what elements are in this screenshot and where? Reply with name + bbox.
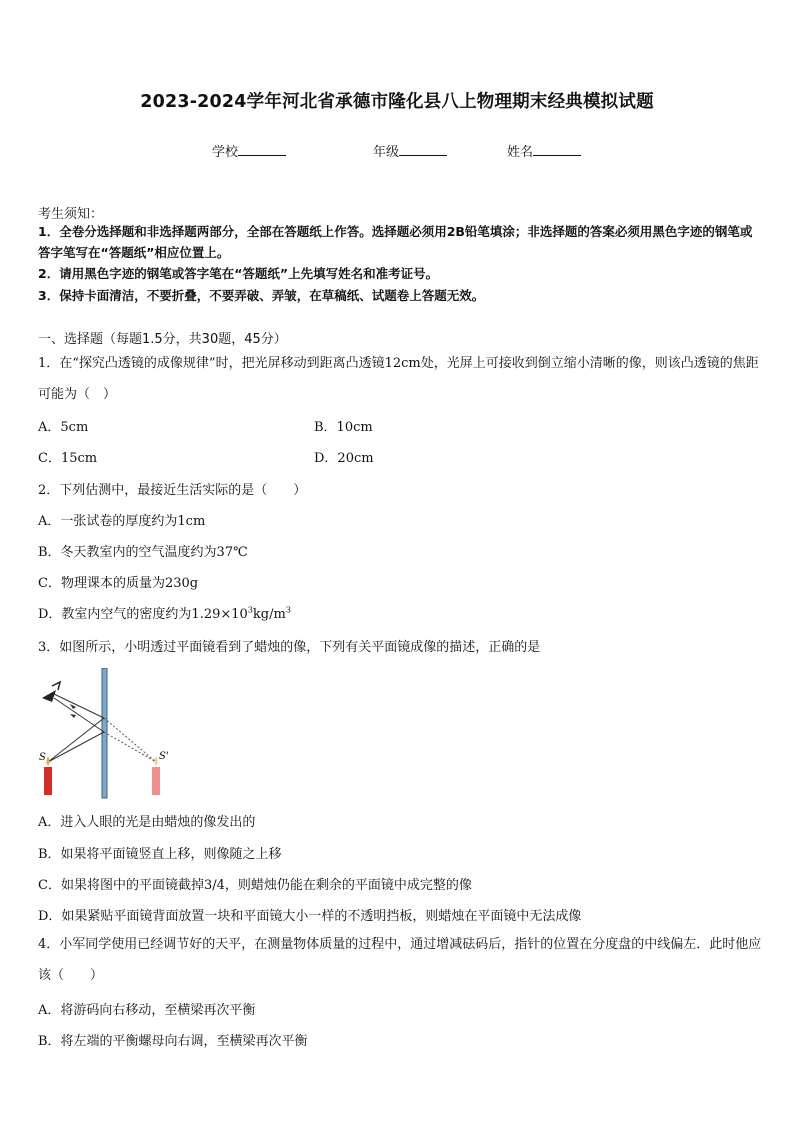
- q3-option-c: C．如果将图中的平面镜截掉3/4，则蜡烛仍能在剩余的平面镜中成完整的像: [38, 878, 472, 893]
- school-blank: [238, 143, 286, 156]
- virtual-ray-2: [104, 732, 156, 762]
- q3-option-a: A．进入人眼的光是由蜡烛的像发出的: [38, 815, 256, 830]
- virtual-ray-1: [104, 718, 156, 762]
- grade-blank: [399, 143, 447, 156]
- ray-incident-1: [48, 718, 104, 762]
- name-label: 姓名: [507, 145, 534, 160]
- q2-option-b: B．冬天教室内的空气温度约为37℃: [38, 545, 248, 560]
- q1-option-a: A．5cm: [38, 420, 89, 435]
- label-s: S: [39, 752, 46, 763]
- q2-d-exponent: 3: [247, 605, 253, 615]
- question-1-text: 1．在“探究凸透镜的成像规律”时，把光屏移动到距离凸透镜12cm处，光屏上可接收到倒立缩小清晰的像，则该凸透镜的焦距可能为（ ）: [38, 356, 759, 402]
- arrow-icon: [70, 704, 76, 709]
- label-s-prime: S': [159, 751, 169, 762]
- q4-option-b: B．将左端的平衡螺母向右调，至横梁再次平衡: [38, 1034, 308, 1049]
- plane-mirror-diagram: [38, 668, 178, 800]
- notice-heading: 考生须知：: [38, 207, 104, 222]
- question-3-text: 3．如图所示，小明透过平面镜看到了蜡烛的像，下列有关平面镜成像的描述，正确的是: [38, 640, 541, 655]
- mirror-figure: [38, 668, 178, 804]
- notice-2: 2．请用黑色字迹的钢笔或答字笔在“答题纸”上先填写姓名和准考证号。: [38, 266, 439, 281]
- question-2-text: 2．下列估测中，最接近生活实际的是（ ）: [38, 483, 307, 498]
- school-field: [212, 141, 286, 160]
- name-blank: [533, 143, 581, 156]
- grade-field: [373, 141, 447, 160]
- q2-d-unit-exponent: 3: [285, 605, 291, 615]
- page-title: 2023-2024学年河北省承德市隆化县八上物理期末经典模拟试题: [140, 92, 654, 112]
- q2-d-text: D．教室内空气的密度约为1.29×10: [38, 607, 248, 622]
- q3-option-d: D．如果紧贴平面镜背面放置一块和平面镜大小一样的不透明挡板，则蜡烛在平面镜中无法成像: [38, 909, 582, 924]
- q3-option-b: B．如果将平面镜竖直上移，则像随之上移: [38, 847, 282, 862]
- section-heading: 一、选择题（每题1.5分，共30题，45分）: [38, 332, 287, 347]
- q2-option-a: A．一张试卷的厚度约为1cm: [38, 514, 206, 529]
- notice-3: 3．保持卡面清洁，不要折叠，不要弄破、弄皱，在草稿纸、试题卷上答题无效。: [38, 288, 485, 303]
- arrow-icon: [70, 714, 76, 718]
- notice-1: 1．全卷分选择题和非选择题两部分，全部在答题纸上作答。选择题必须用2B铅笔填涂；非选择题的答案必须用黑色字迹的钢笔或答字笔写在“答题纸”相应位置上。: [38, 224, 753, 260]
- q1-option-c: C．15cm: [38, 451, 98, 466]
- grade-label: 年级: [373, 145, 400, 160]
- question-4-text: 4．小军同学使用已经调节好的天平，在测量物体质量的过程中，通过增减砝码后，指针的位置在分度盘的中线偏左．此时他应该（ ）: [38, 937, 762, 983]
- eye-icon: [42, 682, 60, 702]
- q1-option-b: B．10cm: [314, 420, 373, 435]
- name-field: [507, 141, 581, 160]
- q2-option-d: [38, 603, 291, 622]
- q2-option-c: C．物理课本的质量为230g: [38, 576, 199, 591]
- q1-option-d: D．20cm: [314, 451, 374, 466]
- q4-option-a: A．将游码向右移动，至横梁再次平衡: [38, 1003, 256, 1018]
- q2-d-unit: kg/m: [252, 607, 286, 622]
- ray-reflected-2: [54, 698, 104, 732]
- school-label: 学校: [212, 145, 239, 160]
- ray-incident-2: [48, 732, 104, 762]
